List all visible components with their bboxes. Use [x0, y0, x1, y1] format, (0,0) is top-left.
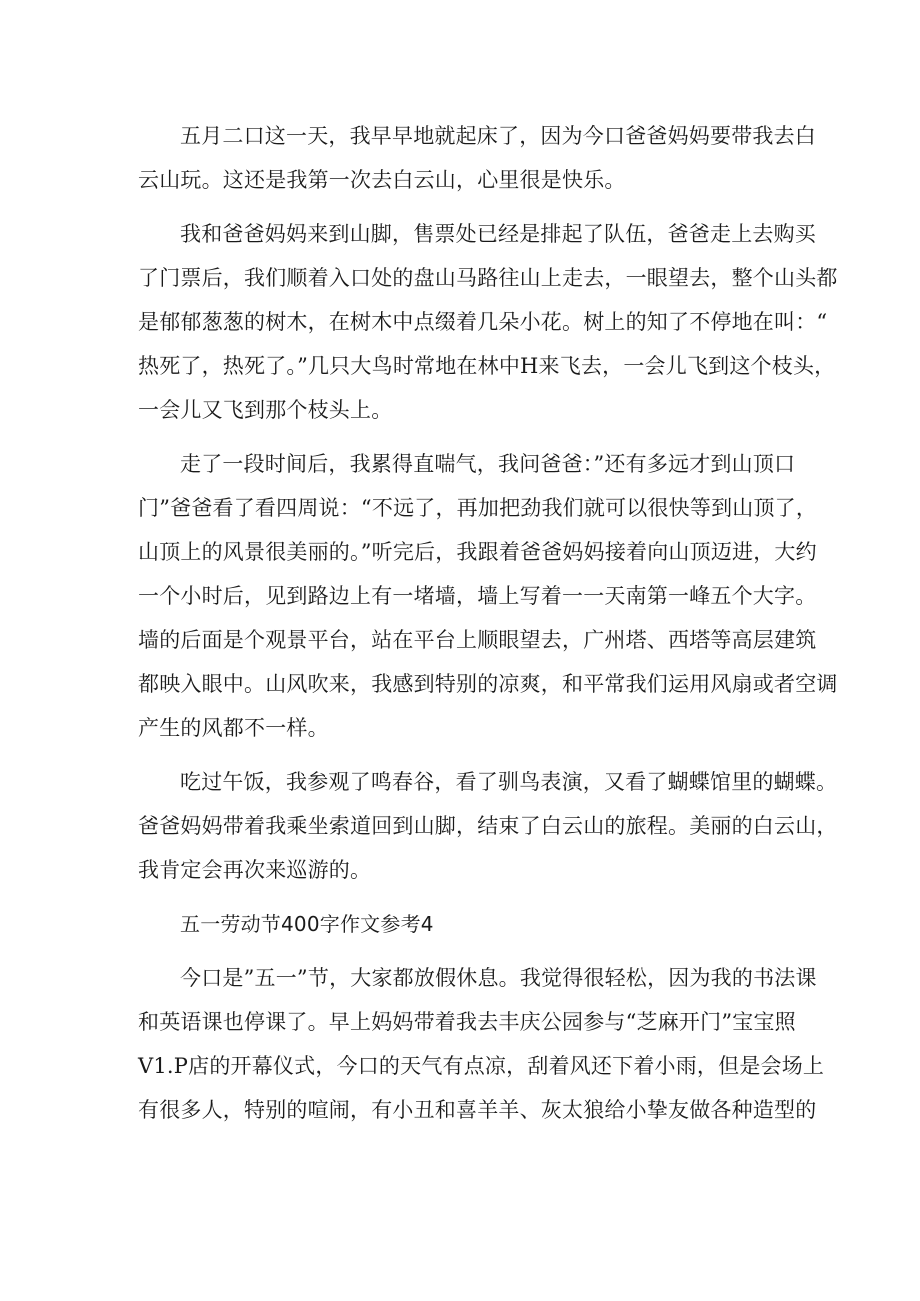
text-line: 我和爸爸妈妈来到山脚，售票处已经是排起了队伍，爸爸走上去购买: [180, 222, 816, 246]
text-line: 我肯定会再次来巡游的。: [138, 858, 372, 882]
text-line: 了门票后，我们顺着入口处的盘山马路往山上走去，一眼望去，整个山头都: [138, 266, 838, 290]
text-line: 山顶上的风景很美丽的。”听完后，我跟着爸爸妈妈接着向山顶迈进，大约: [138, 540, 817, 564]
text-line: 五月二口这一天，我早早地就起床了，因为今口爸爸妈妈要带我去白: [180, 124, 816, 148]
text-line: 是郁郁葱葱的树木，在树木中点缀着几朵小花。树上的知了不停地在叫：“: [138, 310, 828, 334]
document-body: [138, 114, 838, 1132]
text-line: 爸爸妈妈带着我乘坐索道回到山脚，结束了白云山的旅程。美丽的白云山，: [138, 814, 838, 838]
text-line: 吃过午饭，我参观了鸣春谷，看了驯鸟表演，又看了蝴蝶馆里的蝴蝶。: [180, 770, 838, 794]
text-line: 一个小时后，见到路边上有一堵墙，墙上写着一一天南第一峰五个大字。: [138, 584, 817, 608]
paragraph-4: [138, 760, 838, 892]
text-line: 都映入眼中。山风吹来，我感到特别的凉爽，和平常我们运用风扇或者空调: [138, 672, 838, 696]
paragraph-3: [138, 442, 838, 750]
paragraph-2: [138, 212, 838, 432]
text-line: 热死了，热死了。”几只大鸟时常地在林中H来飞去，一会儿飞到这个枝头，: [138, 354, 836, 378]
paragraph-1: [138, 114, 816, 202]
text-line: 一会儿又飞到那个枝头上。: [138, 398, 393, 422]
text-line: 墙的后面是个观景平台，站在平台上顺眼望去，广州塔、西塔等高层建筑: [138, 628, 817, 652]
text-line: 有很多人，特别的喧闹，有小丑和喜羊羊、灰太狼给小挚友做各种造型的: [138, 1098, 817, 1122]
paragraph-5: [138, 956, 825, 1132]
text-line: 产生的风都不一样。: [138, 716, 329, 740]
text-line: 今口是”五一”节，大家都放假休息。我觉得很轻松，因为我的书法课: [180, 966, 817, 990]
text-line: 云山玩。这还是我第一次去白云山，心里很是快乐。: [138, 168, 626, 192]
text-line: 门”爸爸看了看四周说：“不远了，再加把劲我们就可以很快等到山顶了，: [138, 496, 818, 520]
text-line: 和英语课也停课了。早上妈妈带着我去丰庆公园参与“芝麻开门”宝宝照: [138, 1010, 796, 1034]
text-line: V1.P店的开幕仪式，今口的天气有点凉，刮着风还下着小雨，但是会场上: [138, 1054, 825, 1078]
text-line: 走了一段时间后，我累得直喘气，我问爸爸：”还有多远才到山顶口: [180, 452, 796, 476]
section-heading: [138, 902, 788, 946]
heading-text: 五一劳动节400字作文参考4: [180, 912, 434, 936]
